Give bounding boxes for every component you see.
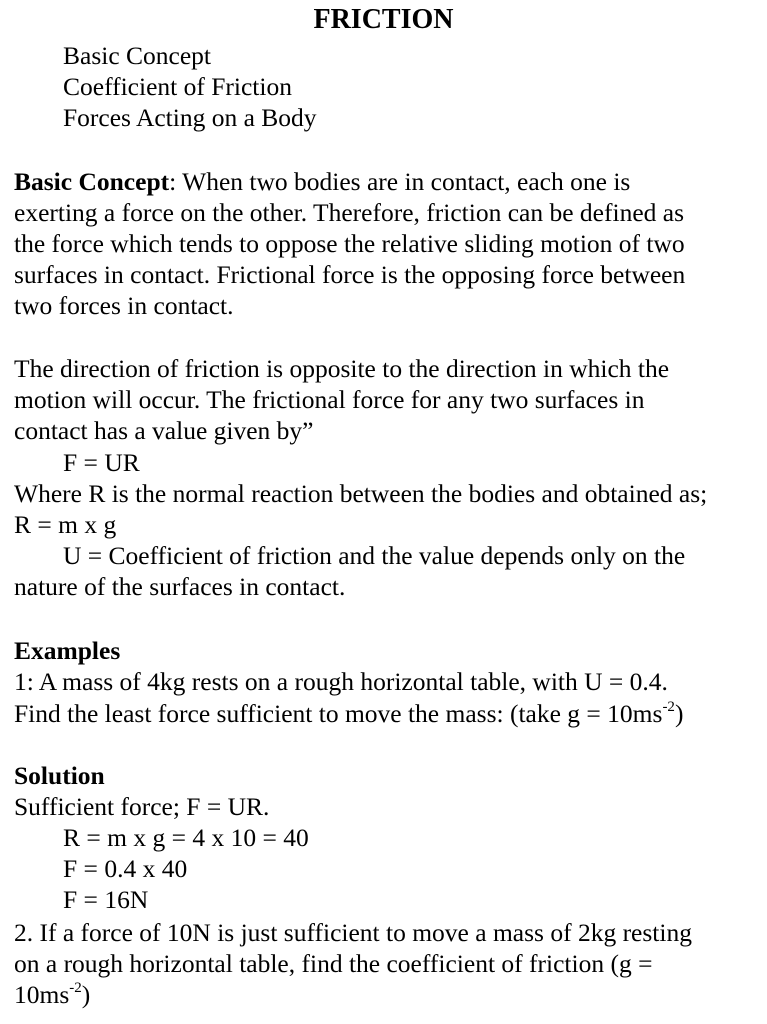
exponent: -2 [662,699,675,715]
basic-concept-heading: Basic Concept [14,167,170,196]
direction-line-1: The direction of friction is opposite to the direction in which the [14,354,670,383]
toc-item-basic-concept: Basic Concept [63,41,212,70]
solution-step-1: R = m x g = 4 x 10 = 40 [63,823,309,852]
solution-heading [14,760,105,791]
toc-item-coefficient: Coefficient of Friction [63,72,292,101]
example-1-line-2 [14,698,683,729]
normal-reaction-formula: R = m x g [14,510,117,539]
direction-line-2: motion will occur. The frictional force for any two surfaces in [14,385,645,414]
exponent: -2 [69,980,82,996]
solution-line-1: Sufficient force; F = UR. [14,792,270,821]
direction-line-3: contact has a value given by” [14,416,314,445]
example-1-line-1: 1: A mass of 4kg rests on a rough horizontal table, with U = 0.4. [14,667,668,696]
solution-heading-text: Solution [14,761,105,790]
examples-heading [14,635,120,666]
basic-concept-line-2: exerting a force on the other. Therefore, friction can be defined as [14,198,685,227]
example-1-text: Find the least force sufficient to move the mass: (take g = 10ms [14,699,663,728]
solution-step-3: F = 16N [63,885,149,914]
coefficient-definition-cont: nature of the surfaces in contact. [14,572,346,601]
closing-paren: ) [81,980,91,1009]
examples-heading-text: Examples [14,636,121,665]
where-line: Where R is the normal reaction between the bodies and obtained as; [14,479,708,508]
basic-concept-line-4: surfaces in contact. Frictional force is the opposing force between [14,260,686,289]
friction-formula: F = UR [63,448,140,477]
basic-concept-text: : When two bodies are in contact, each one is [169,167,631,196]
basic-concept-line-5: two forces in contact. [14,291,234,320]
example-2-line-3 [14,979,90,1010]
coefficient-definition: U = Coefficient of friction and the value depends only on the [63,541,686,570]
toc-item-forces: Forces Acting on a Body [63,103,317,132]
page-title: FRICTION [313,4,454,35]
example-2-line-1: 2. If a force of 10N is just sufficient to move a mass of 2kg resting [14,918,692,947]
example-2-line-2: on a rough horizontal table, find the coefficient of friction (g = [14,949,653,978]
example-2-text: 10ms [14,980,70,1009]
basic-concept-line-1 [14,166,630,197]
closing-paren: ) [674,699,684,728]
solution-step-2: F = 0.4 x 40 [63,854,188,883]
basic-concept-line-3: the force which tends to oppose the relative sliding motion of two [14,229,685,258]
